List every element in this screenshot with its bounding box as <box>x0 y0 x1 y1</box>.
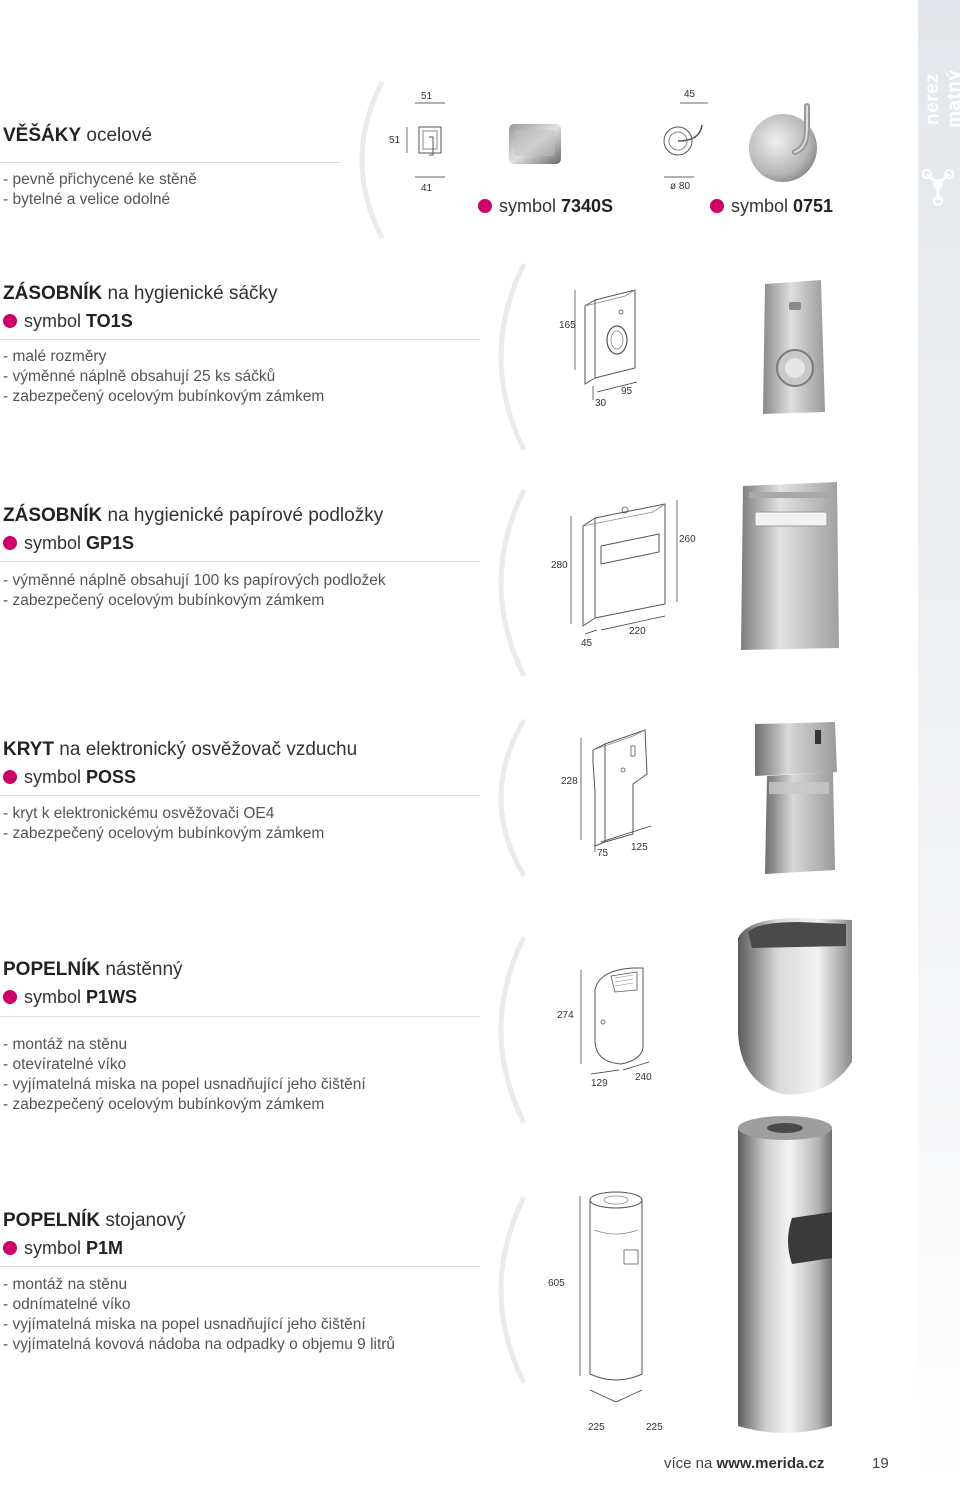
poss-desc-line: - kryt k elektronickému osvěžovači OE4 <box>3 805 275 822</box>
p1m-photo <box>730 1108 840 1440</box>
dim-label: 75 <box>597 848 609 859</box>
p1m-symbol <box>3 1238 123 1259</box>
p1ws-desc-line: - zabezpečený ocelovým bubínkovým zámkem <box>3 1096 325 1113</box>
p1ws-desc-line: - montáž na stěnu <box>3 1036 128 1053</box>
gp1s-desc-line: - výměnné náplně obsahují 100 ks papírových podložek <box>3 572 386 589</box>
p1m-symbol-label: symbol <box>24 1238 87 1258</box>
to1s-desc-line: - výměnné náplně obsahují 25 ks sáčků <box>3 368 276 385</box>
poss-desc-line: - zabezpečený ocelovým bubínkovým zámkem <box>3 825 325 842</box>
gp1s-symbol-code: GP1S <box>86 533 135 553</box>
dim-label: 125 <box>631 842 648 853</box>
side-strip <box>918 0 965 1491</box>
p1m-rule <box>0 1266 480 1267</box>
footer-prefix: více na <box>664 1455 717 1472</box>
p1m-title-rest: stojanový <box>100 1210 186 1231</box>
hooks-title-rest: ocelové <box>81 125 152 146</box>
footer-site[interactable]: www.merida.cz <box>716 1455 825 1472</box>
poss-title-rest: na elektronický osvěžovač vzduchu <box>54 739 358 760</box>
p1ws-desc-line: - otevíratelné víko <box>3 1056 127 1073</box>
dim-label: 605 <box>548 1278 565 1289</box>
p1m-desc <box>3 1275 395 1355</box>
section-arc-icon <box>478 1195 528 1385</box>
dim-label: 240 <box>635 1072 652 1083</box>
dim-label: 220 <box>629 626 646 637</box>
dim-label: 225 <box>588 1422 605 1433</box>
dim-label: 41 <box>421 183 433 194</box>
dim-label: 129 <box>591 1078 608 1089</box>
to1s-desc-line: - malé rozměry <box>3 348 107 365</box>
hooks-desc-line: - pevně přichycené ke stěně <box>3 171 197 188</box>
p1m-desc-line: - odnímatelné víko <box>3 1296 131 1313</box>
gp1s-title-rest: na hygienické papírové podložky <box>102 505 384 526</box>
p1m-drawing <box>540 1170 680 1440</box>
dim-label: 274 <box>557 1010 574 1021</box>
to1s-desc-line: - zabezpečený ocelovým bubínkovým zámkem <box>3 388 325 405</box>
dim-label: 260 <box>679 534 696 545</box>
dim-label: 95 <box>621 386 633 397</box>
side-label: nerez matný <box>922 69 965 129</box>
hooks-symbol-a-code: 7340S <box>561 196 614 216</box>
p1ws-symbol-code: P1WS <box>86 987 138 1007</box>
p1m-title <box>3 1210 186 1232</box>
dim-label: 45 <box>684 89 696 100</box>
poss-symbol-code: POSS <box>86 767 137 787</box>
p1ws-title-rest: nástěnný <box>100 959 183 980</box>
poss-symbol-label: symbol <box>24 767 87 787</box>
hooks-desc-line: - bytelné a velice odolné <box>3 191 171 208</box>
p1m-title-bold: POPELNÍK <box>3 1210 101 1231</box>
bullet-dot-icon <box>3 1241 17 1255</box>
hooks-title-bold: VĚŠÁKY <box>3 125 82 146</box>
hooks-symbol-a-label: symbol <box>499 196 562 216</box>
p1m-desc-line: - vyjímatelná miska na popel usnadňující jeho čištění <box>3 1316 366 1333</box>
hooks-symbol-b-label: symbol <box>731 196 794 216</box>
dim-label: 228 <box>561 776 578 787</box>
dim-label: 225 <box>646 1422 663 1433</box>
page-number: 19 <box>872 1455 889 1472</box>
poss-title-bold: KRYT <box>3 739 55 760</box>
to1s-title-rest: na hygienické sáčky <box>102 283 278 304</box>
p1ws-symbol-label: symbol <box>24 987 87 1007</box>
p1ws-title-bold: POPELNÍK <box>3 959 101 980</box>
molecule-logo-icon <box>921 164 955 208</box>
gp1s-desc-line: - zabezpečený ocelovým bubínkovým zámkem <box>3 592 325 609</box>
dim-label: 280 <box>551 560 568 571</box>
dim-label: ø 80 <box>670 181 691 192</box>
gp1s-symbol-label: symbol <box>24 533 87 553</box>
p1m-desc-line: - montáž na stěnu <box>3 1276 128 1293</box>
p1m-symbol-code: P1M <box>86 1238 124 1258</box>
to1s-title-bold: ZÁSOBNÍK <box>3 283 103 304</box>
hooks-symbol-b-code: 0751 <box>793 196 834 216</box>
dim-label: 30 <box>595 398 607 409</box>
to1s-symbol-label: symbol <box>24 311 87 331</box>
p1m-desc-line: - vyjímatelná kovová nádoba na odpadky o objemu 9 litrů <box>3 1336 396 1353</box>
dim-label: 165 <box>559 320 576 331</box>
dim-label: 45 <box>581 638 593 649</box>
p1ws-desc-line: - vyjímatelná miska na popel usnadňující jeho čištění <box>3 1076 366 1093</box>
dim-label: 51 <box>389 135 401 146</box>
to1s-symbol-code: TO1S <box>86 311 133 331</box>
gp1s-title-bold: ZÁSOBNÍK <box>3 505 103 526</box>
dim-label: 51 <box>421 91 433 102</box>
footer-link[interactable] <box>664 1455 824 1472</box>
